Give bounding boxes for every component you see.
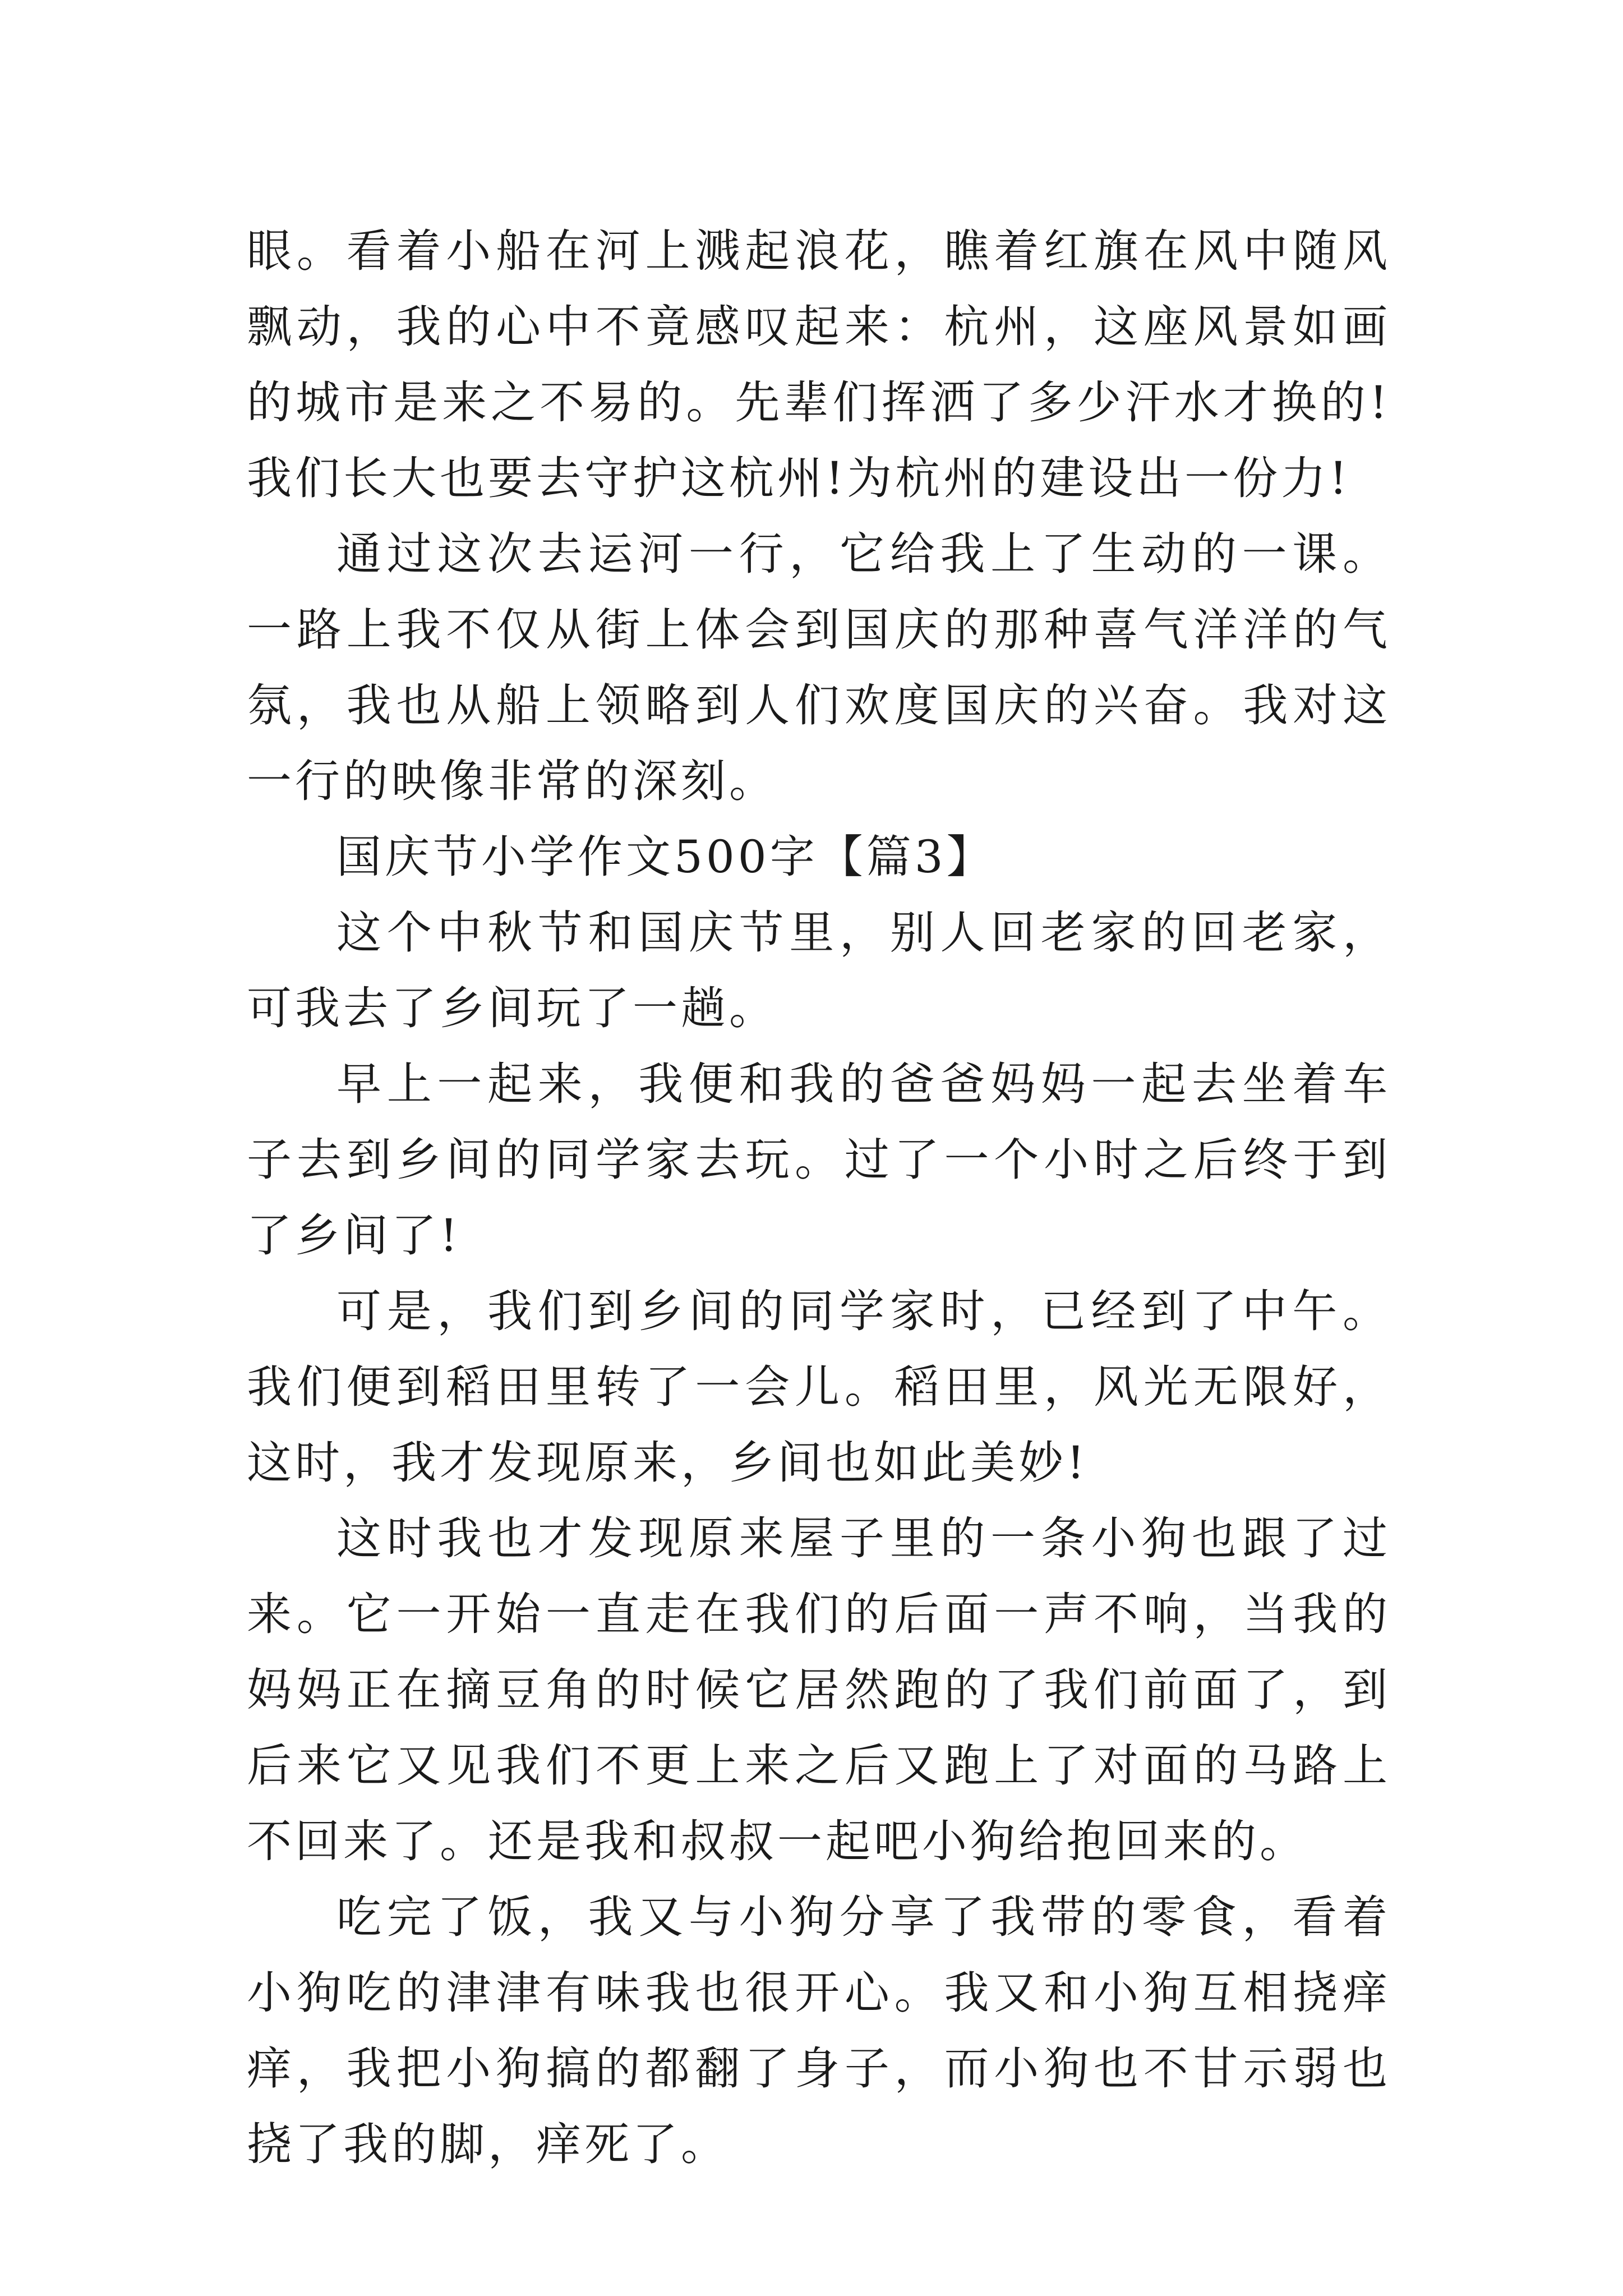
- paragraph-continuation: 眼。看着小船在河上溅起浪花，瞧着红旗在风中随风飘动，我的心中不竟感叹起来：杭州，这座风景如画的城市是来之不易的。先辈们挥洒了多少汗水才换的!我们长大也要去守护这杭州!为杭州的建设出一份力!: [247, 225, 1391, 504]
- section-heading: 国庆节小学作文500字【篇3】: [336, 831, 995, 883]
- paragraph-rice-field: 可是，我们到乡间的同学家时，已经到了中午。我们便到稻田里转了一会儿。稻田里，风光无限好，这时，我才发现原来，乡间也如此美妙!: [247, 1285, 1391, 1489]
- document-body: [247, 213, 1391, 2182]
- paragraph-puppy: 这时我也才发现原来屋子里的一条小狗也跟了过来。它一开始一直走在我们的后面一声不响，当我的妈妈正在摘豆角的时候它居然跑的了我们前面了，到后来它又见我们不更上来之后又跑上了对面的马路上不回来了。还是我和叔叔一起吧小狗给抱回来的。: [247, 1512, 1391, 1867]
- paragraph-canal-trip-summary: 通过这次去运河一行，它给我上了生动的一课。一路上我不仅从街上体会到国庆的那种喜气洋洋的气氛，我也从船上领略到人们欢度国庆的兴奋。我对这一行的映像非常的深刻。: [247, 528, 1391, 807]
- paragraph-snacks: 吃完了饭，我又与小狗分享了我带的零食，看着小狗吃的津津有味我也很开心。我又和小狗互相挠痒痒，我把小狗搞的都翻了身子，而小狗也不甘示弱也挠了我的脚，痒死了。: [247, 1891, 1391, 2170]
- paragraph-holiday-intro: 这个中秋节和国庆节里，别人回老家的回老家，可我去了乡间玩了一趟。: [247, 907, 1391, 1034]
- paragraph-morning-trip: 早上一起来，我便和我的爸爸妈妈一起去坐着车子去到乡间的同学家去玩。过了一个小时之后终于到了乡间了!: [247, 1058, 1391, 1262]
